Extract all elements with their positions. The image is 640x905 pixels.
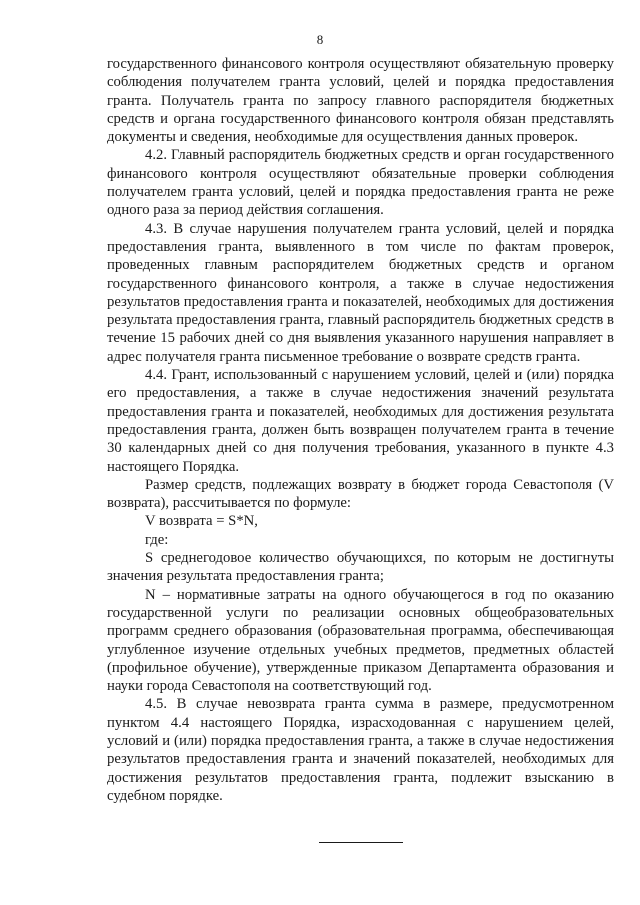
page-number: 8 [316,32,324,47]
paragraph-4-2: 4.2. Главный распорядитель бюджетных средств и орган государственного финансового контроля осуществляют обязательные проверки соблюдения получателем гранта условий, целей и порядка предоставления гранта не реже одного раза за период действия соглашения. [107,147,614,219]
paragraph-4-5: 4.5. В случае невозврата гранта сумма в размере, предусмотренном пунктом 4.4 настоящего Порядка, израсходованная с нарушением целей, условий и (или) порядка предоставления гранта, а также в случае недостижения результатов предоставления гранта и значений показателей, необходимых для достижения результатов предоставления гранта, подлежит взысканию в судебном порядке. [107,696,614,804]
definition-n: N – нормативные затраты на одного обучающегося в год по оказанию государственной услуги по реализации основных общеобразовательных программ среднего образования (образовательная программа, обеспечивающая углубленное изучение отдельных учебных предметов, предметных областей (профильное обучение), утвержденные приказом Департамента образования и науки города Севастополя на соответствующий год. [107,586,614,695]
paragraph-4-3: 4.3. В случае нарушения получателем гранта условий, целей и порядка предоставления гранта, выявленного в том числе по фактам проверок, проведенных главным распорядителем бюджетных средств и органом государственного финансового контроля, а также в случае недостижения результатов предоставления гранта и показателей, необходимых для достижения результата предоставления гранта, главный распорядитель бюджетных средств в течение 15 рабочих дней со дня выявления указанного нарушения направляет в адрес получателя гранта письменное требование о возврате средств гранта. [107,220,614,365]
end-separator-line [319,842,403,843]
paragraph-refund-amount: Размер средств, подлежащих возврату в бюджет города Севастополя (V возврата), рассчитывается по формуле: [107,476,614,512]
paragraph-continuation: государственного финансового контроля осуществляют обязательную проверку соблюдения получателем гранта условий, целей и порядка предоставления гранта. Получатель гранта по запросу главного распорядителя бюджетных средств и органа государственного финансового контроля обязан представлять документы и сведения, необходимые для осуществления данных проверок. [107,56,614,146]
formula-where-label: где: [145,531,169,548]
definition-s: S среднегодовое количество обучающихся, по которым не достигнуты значения результата предоставления гранта; [107,550,614,585]
paragraph-4-4: 4.4. Грант, использованный с нарушением условий, целей и (или) порядка его предоставления, а также в случае недостижения значений результата предоставления гранта и показателей, необходимых для достижения результата предоставления гранта, должен быть возвращен получателем гранта в течение 30 календарных дней со дня получения требования, указанного в пункте 4.3 настоящего Порядка. [107,367,614,475]
document-body [107,55,614,805]
formula: V возврата = S*N, [145,513,258,530]
